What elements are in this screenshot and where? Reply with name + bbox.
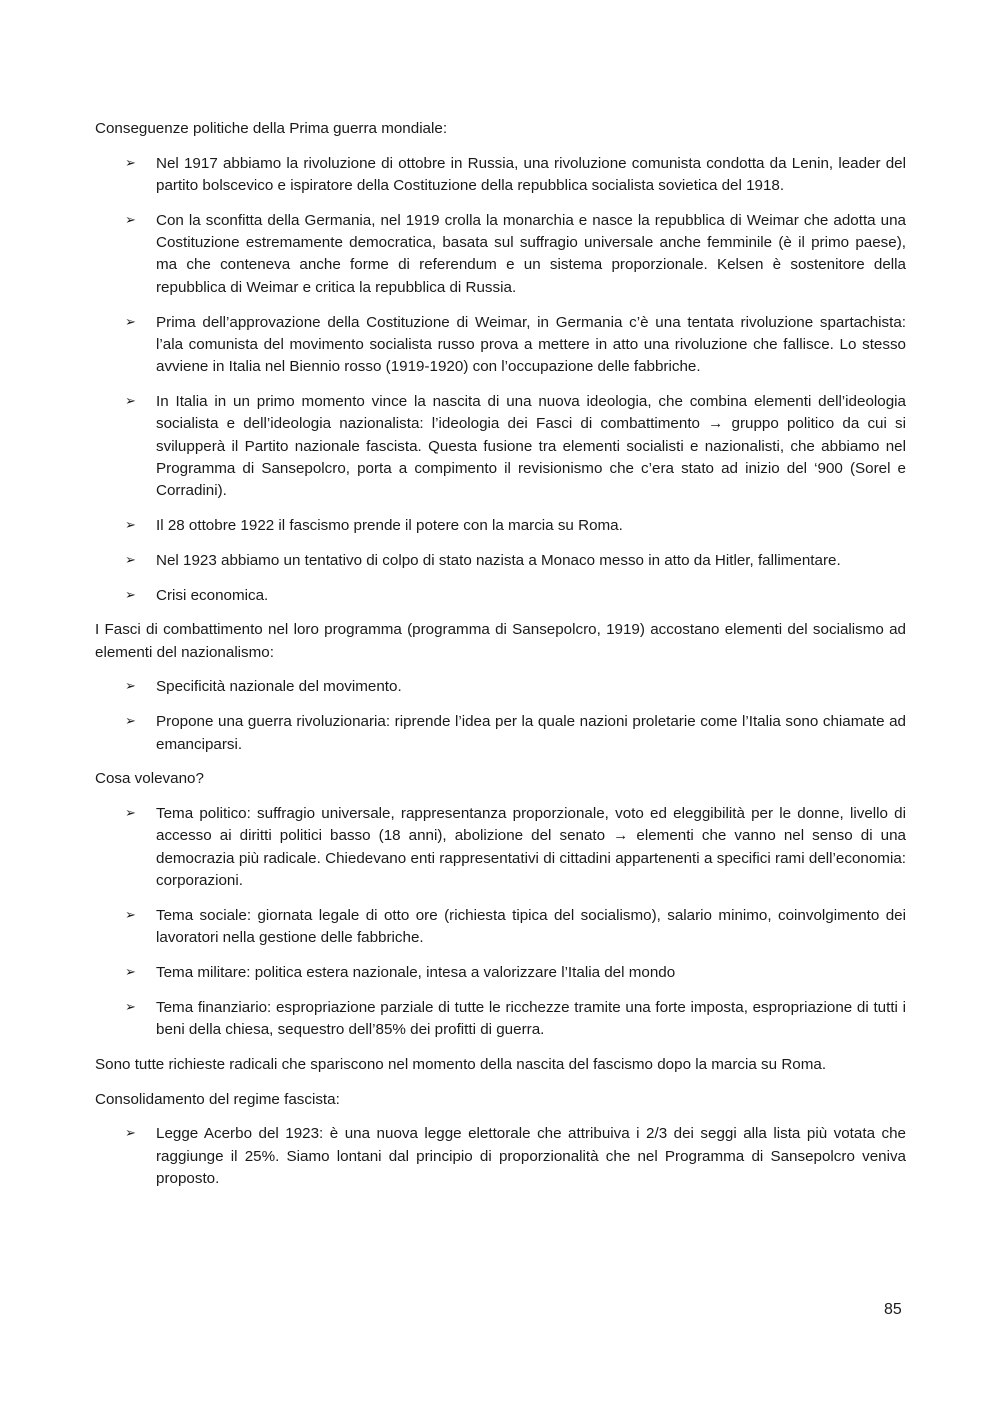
list-item-text: Tema finanziario: espropriazione parziale di tutte le ricchezze tramite una forte imposta, espropriazione di tutti i beni della chiesa, sequestro dell’85% dei profitti di guerra. (156, 998, 906, 1038)
list-item (95, 711, 906, 756)
arrow-bullet-icon: ➢ (125, 155, 136, 171)
arrow-bullet-icon: ➢ (125, 679, 136, 695)
list-item (95, 210, 906, 299)
arrow-bullet-icon: ➢ (125, 806, 136, 822)
arrow-bullet-icon: ➢ (125, 587, 136, 603)
list-item-text: Crisi economica. (156, 586, 269, 604)
arrow-bullet-icon: ➢ (125, 714, 136, 730)
list-item (95, 550, 906, 572)
bullet-list (95, 153, 906, 607)
arrow-bullet-icon: ➢ (125, 964, 136, 980)
section-heading: Cosa volevano? (95, 770, 204, 788)
list-item-text: Legge Acerbo del 1923: è una nuova legge elettorale che attribuiva i 2/3 dei seggi alla lista più votata che raggiunge il 25%. Siamo lontani dal principio di proporzionalità che nel Programma di Sansepolcro veniva proposto. (156, 1125, 906, 1187)
bullet-list (95, 1123, 906, 1190)
list-item-text: In Italia in un primo momento vince la nascita di una nuova ideologia, che combina elementi dell’ideologia socialista e dell’ideologia nazionalista: l’ideologia dei Fasci di combattimento → gruppo politico da cui si svilupperà il Partito nazionale fascista. Questa fusione tra elementi socialisti e nazionalisti, che abbiamo nel Programma di Sansepolcro, porta a compimento il revisionismo che c’era stato ad inizio del ‘900 (Sorel e Corradini). (156, 392, 906, 500)
list-item-text: Tema politico: suffragio universale, rappresentanza proporzionale, voto ed eleggibilità per le donne, livello di accesso ai diritti politici basso (18 anni), abolizione del senato → elementi che vanno nel senso di una democrazia più radicale. Chiedevano enti rappresentativi di cittadini appartenenti a specifici rami dell’economia: corporazioni. (156, 805, 906, 890)
list-item (95, 905, 906, 950)
list-item (95, 1123, 906, 1190)
arrow-bullet-icon: ➢ (125, 393, 136, 409)
section-heading: Conseguenze politiche della Prima guerra mondiale: (95, 120, 448, 137)
list-item (95, 803, 906, 892)
list-item (95, 997, 906, 1042)
page-content (95, 118, 906, 1203)
list-item (95, 962, 906, 984)
list-item-text: Nel 1923 abbiamo un tentativo di colpo di stato nazista a Monaco messo in atto da Hitler, fallimentare. (156, 551, 841, 569)
list-item-text: Propone una guerra rivoluzionaria: riprende l’idea per la quale nazioni proletarie come l’Italia sono chiamate ad emanciparsi. (156, 713, 906, 753)
arrow-bullet-icon: ➢ (125, 907, 136, 923)
page-number: 85 (884, 1301, 902, 1318)
list-item-text: Nel 1917 abbiamo la rivoluzione di ottobre in Russia, una rivoluzione comunista condotta da Lenin, leader del partito bolscevico e ispiratore della Costituzione della repubblica socialista sovietica del 1918. (156, 154, 906, 195)
list-item (95, 312, 906, 379)
list-item (95, 676, 906, 698)
arrow-bullet-icon: ➢ (125, 314, 136, 330)
list-item-text: Il 28 ottobre 1922 il fascismo prende il potere con la marcia su Roma. (156, 516, 623, 534)
list-item (95, 585, 906, 607)
arrow-bullet-icon: ➢ (125, 1126, 136, 1142)
section-heading: Consolidamento del regime fascista: (95, 1090, 340, 1108)
section-heading: Sono tutte richieste radicali che spariscono nel momento della nascita del fascismo dopo la marcia su Roma. (95, 1055, 827, 1073)
arrow-bullet-icon: ➢ (125, 552, 136, 568)
list-item-text: Prima dell’approvazione della Costituzione di Weimar, in Germania c’è una tentata rivoluzione spartachista: l’ala comunista del movimento socialista russo prova a mettere in atto una rivoluzione che fallisce. Lo stesso avviene in Italia nel Biennio rosso (1919-1920) con l’occupazione delle fabbriche. (156, 313, 906, 376)
arrow-bullet-icon: ➢ (125, 212, 136, 228)
list-item-text: Tema sociale: giornata legale di otto ore (richiesta tipica del socialismo), salario minimo, coinvolgimento dei lavoratori nella gestione delle fabbriche. (156, 906, 906, 947)
list-item-text: Specificità nazionale del movimento. (156, 678, 402, 696)
list-item-text: Con la sconfitta della Germania, nel 1919 crolla la monarchia e nasce la repubblica di Weimar che adotta una Costituzione estremamente democratica, basata sul suffragio universale anche femminile (è il primo paese), ma che conteneva anche forme di referendum e un sistema proporzionale. Kelsen è sostenitore della repubblica di Weimar e critica la repubblica di Russia. (156, 211, 906, 296)
list-item (95, 515, 906, 537)
bullet-list (95, 676, 906, 755)
arrow-bullet-icon: ➢ (125, 517, 136, 533)
list-item-text: Tema militare: politica estera nazionale, intesa a valorizzare l’Italia del mondo (156, 963, 676, 981)
arrow-bullet-icon: ➢ (125, 999, 136, 1015)
section-heading: I Fasci di combattimento nel loro programma (programma di Sansepolcro, 1919) accostano elementi del socialismo ad elementi del nazionalismo: (95, 621, 906, 661)
list-item (95, 391, 906, 502)
list-item (95, 153, 906, 198)
bullet-list (95, 803, 906, 1041)
